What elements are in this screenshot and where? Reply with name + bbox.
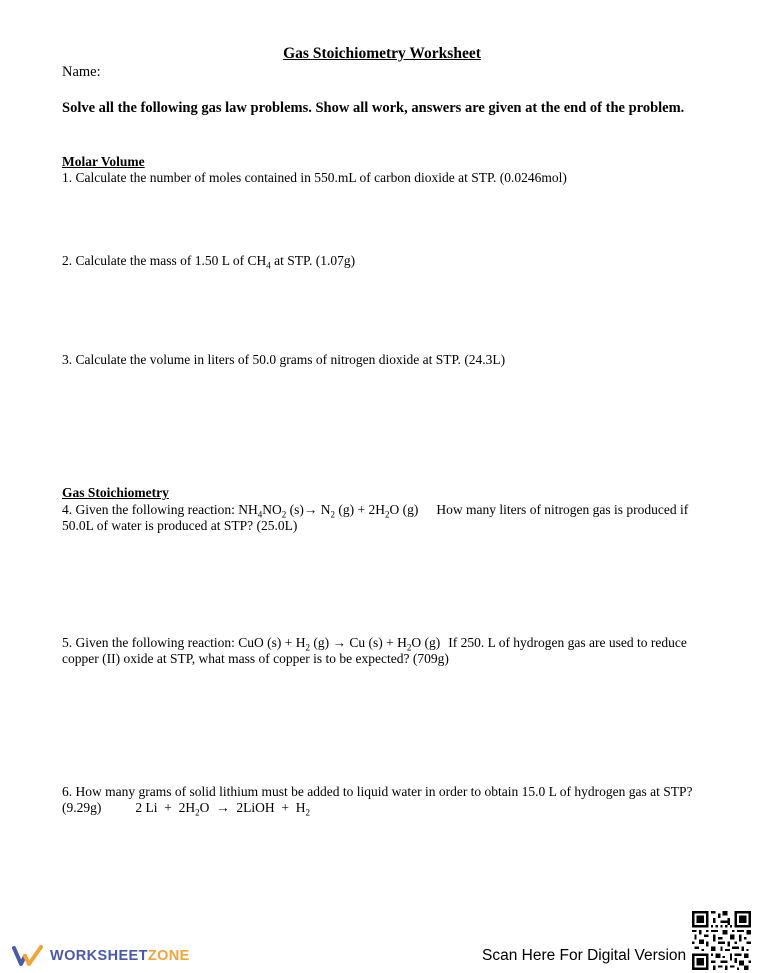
subscript: 2 [281, 509, 287, 520]
worksheetzone-brand[interactable] [12, 944, 190, 968]
subscript: 2 [195, 807, 200, 818]
brand-name [50, 948, 190, 964]
problem-answer: (1.07g) [315, 253, 356, 268]
scan-label: Scan Here For Digital Version [482, 947, 687, 964]
eq-part: 2 Li + 2H [135, 800, 196, 815]
eq-part: O [199, 800, 217, 815]
problem-1 [62, 170, 712, 186]
eq-part: (g) → Cu (s) + H [309, 635, 407, 650]
problem-question: How many liters of nitrogen gas is produced if 50.0L of water is produced at STP? [62, 502, 689, 533]
problem-lead: Given the following reaction: [75, 502, 235, 517]
problem-text: at STP. [270, 253, 313, 268]
eq-part: NO [262, 502, 282, 517]
problem-text: Calculate the volume in liters of 50.0 grams of nitrogen dioxide at STP. [75, 352, 461, 367]
brand-name-part: WORKSHEET [50, 948, 148, 964]
section-heading-molar-volume: Molar Volume [62, 154, 145, 169]
eq-part: CuO (s) + H [238, 635, 306, 650]
problem-4 [62, 502, 712, 534]
reaction-equation [135, 800, 310, 818]
problem-answer: (709g) [412, 651, 449, 666]
problem-question: If 250. L of hydrogen gas are used to reduce copper (II) oxide at STP, what mass of copper is to be expected? [62, 635, 687, 666]
instructions: Solve all the following gas law problems. Show all work, answers are given at the end of the problem. [62, 100, 685, 116]
name-label: Name: [62, 64, 101, 80]
brand-name-part: ZONE [147, 948, 190, 964]
problem-answer: (25.0L) [256, 518, 298, 533]
reaction-equation [238, 635, 441, 653]
section-heading-gas-stoichiometry: Gas Stoichiometry [62, 485, 169, 500]
worksheetzone-logo-icon [12, 945, 44, 967]
eq-part: (s)→ N [286, 502, 331, 517]
subscript: 2 [305, 807, 310, 818]
problem-number: 2. [62, 253, 73, 268]
eq-part: O (g) [411, 635, 441, 650]
arrow-icon: → [216, 800, 230, 815]
eq-part: 2LiOH + H [229, 800, 306, 815]
problem-number: 1. [62, 170, 73, 185]
problem-2 [62, 253, 712, 269]
problem-3 [62, 352, 712, 368]
problem-answer: (9.29g) [62, 800, 102, 815]
problem-number: 5. [62, 635, 73, 650]
problem-text: Calculate the mass of 1.50 L of CH [75, 253, 267, 268]
problem-lead: Given the following reaction: [75, 635, 235, 650]
reaction-equation [238, 502, 419, 520]
subscript: 2 [330, 509, 335, 520]
problem-question: How many grams of solid lithium must be added to liquid water in order to obtain 15.0 L of hydrogen gas at STP? [75, 784, 693, 799]
problem-number: 3. [62, 352, 73, 367]
eq-part: O (g) [389, 502, 419, 517]
eq-part: (g) + 2H [334, 502, 385, 517]
eq-part: NH [238, 502, 258, 517]
subscript: 4 [266, 260, 271, 271]
problem-6 [62, 784, 712, 816]
subscript: 2 [305, 642, 310, 653]
problem-number: 4. [62, 502, 73, 517]
problem-text: Calculate the number of moles contained in 550.mL of carbon dioxide at STP. [75, 170, 497, 185]
subscript: 2 [384, 509, 390, 520]
qr-code-icon[interactable] [692, 911, 751, 970]
subscript: 4 [257, 509, 263, 520]
problem-number: 6. [62, 784, 73, 799]
worksheet-title: Gas Stoichiometry Worksheet [283, 45, 481, 62]
problem-answer: (0.0246mol) [499, 170, 567, 185]
subscript: 2 [406, 642, 412, 653]
problem-answer: (24.3L) [464, 352, 506, 367]
problem-5 [62, 635, 712, 667]
